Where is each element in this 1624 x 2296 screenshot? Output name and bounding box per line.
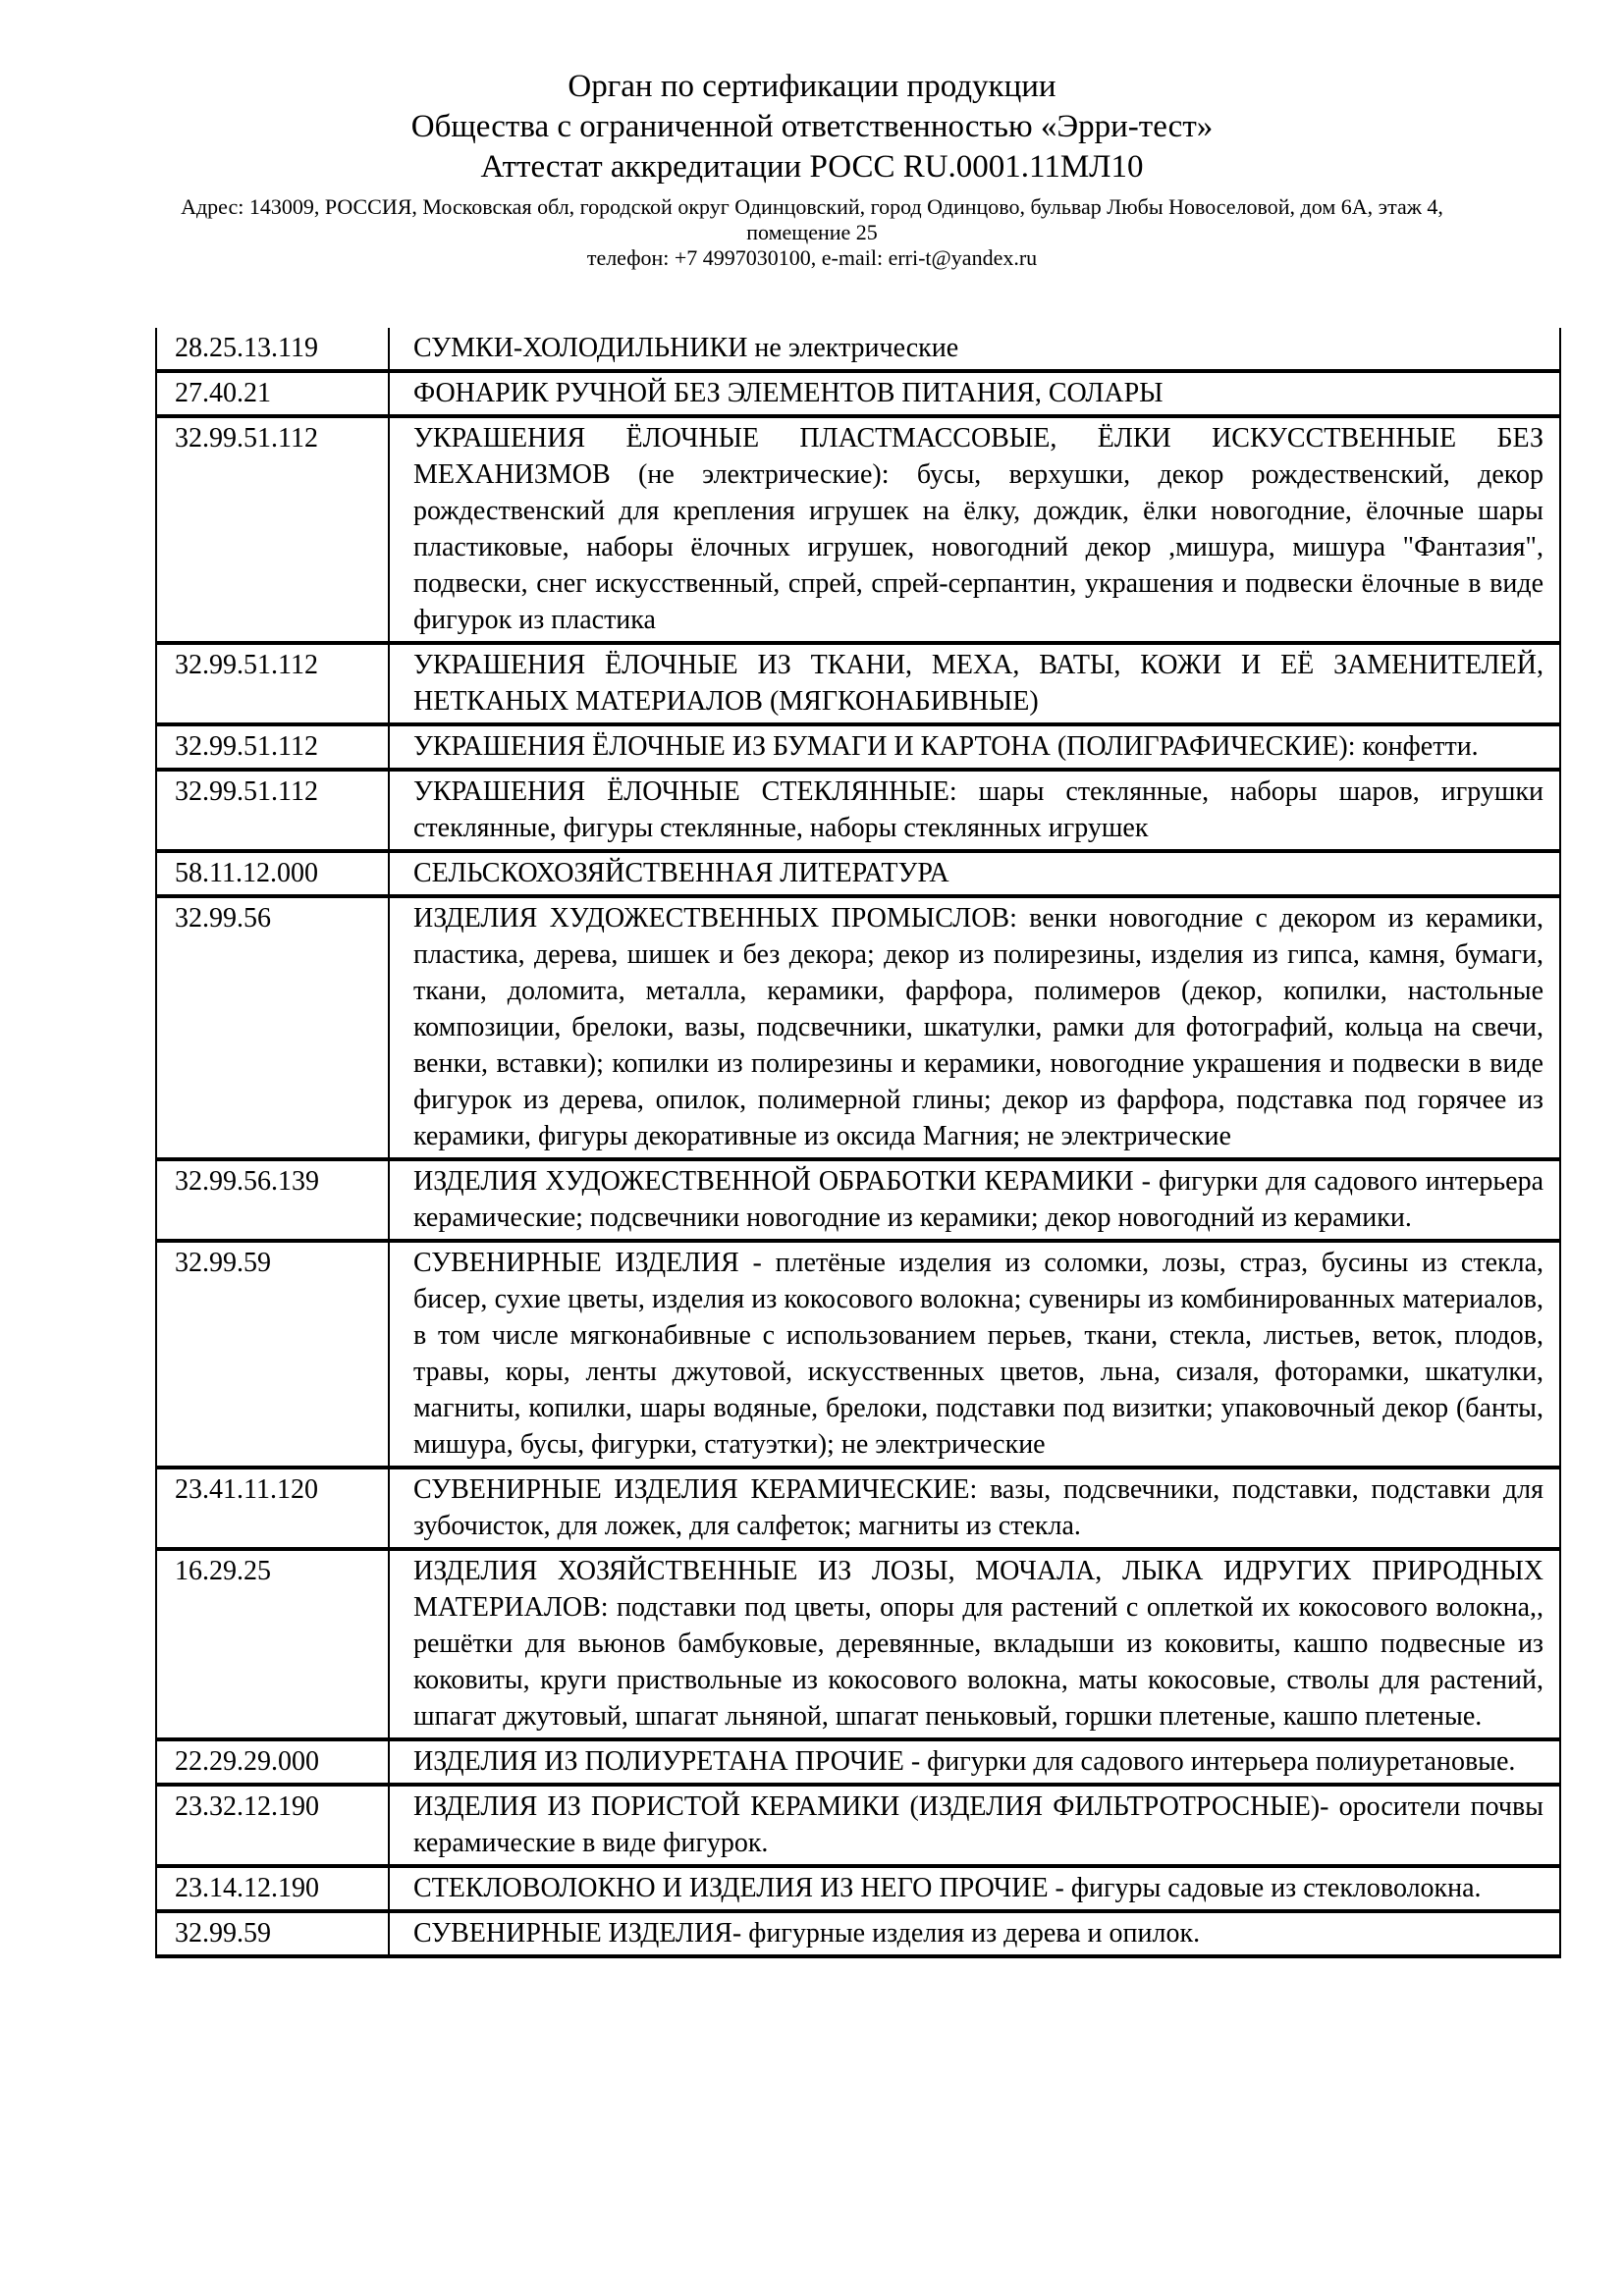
table-row	[156, 328, 1560, 371]
product-code-cell: 28.25.13.119	[156, 328, 389, 371]
product-description-cell: ФОНАРИК РУЧНОЙ БЕЗ ЭЛЕМЕНТОВ ПИТАНИЯ, СОЛАРЫ	[389, 371, 1560, 416]
address-line-2: помещение 25	[746, 220, 878, 244]
product-description-cell: СУМКИ-ХОЛОДИЛЬНИКИ не электрические	[413, 333, 959, 363]
product-description-cell: ИЗДЕЛИЯ ИЗ ПОРИСТОЙ КЕРАМИКИ (ИЗДЕЛИЯ ФИЛЬТРОТРОСНЫЕ)- оросители почвы керамические в виде фигурок.	[389, 1785, 1560, 1866]
product-description-cell: ИЗДЕЛИЯ ХУДОЖЕСТВЕННОЙ ОБРАБОТКИ КЕРАМИКИ - фигурки для садового интерьера керамические; подсвечники новогодние из керамики; декор новогодний из керамики.	[389, 1159, 1560, 1241]
product-description-cell: СТЕКЛОВОЛОКНО И ИЗДЕЛИЯ ИЗ НЕГО ПРОЧИЕ - фигуры садовые из стекловолокна.	[389, 1866, 1560, 1911]
product-code-cell: 22.29.29.000	[156, 1739, 389, 1785]
product-code-cell: 23.32.12.190	[156, 1785, 389, 1866]
product-code-cell: 32.99.56.139	[156, 1159, 389, 1241]
address-block	[0, 194, 1624, 271]
table-row	[156, 1468, 1560, 1549]
table-row	[156, 416, 1560, 643]
product-code-cell: 32.99.59	[156, 1911, 389, 1956]
product-description-cell: УКРАШЕНИЯ ЁЛОЧНЫЕ ИЗ БУМАГИ И КАРТОНА (ПОЛИГРАФИЧЕСКИЕ): конфетти.	[389, 724, 1560, 770]
contact-line: телефон: +7 4997030100, e-mail: erri-t@yandex.ru	[586, 245, 1038, 270]
product-description-cell: УКРАШЕНИЯ ЁЛОЧНЫЕ ИЗ ТКАНИ, МЕХА, ВАТЫ, КОЖИ И ЕЁ ЗАМЕНИТЕЛЕЙ, НЕТКАНЫХ МАТЕРИАЛОВ (МЯГКОНАБИВНЫЕ)	[389, 643, 1560, 724]
table-row	[156, 770, 1560, 851]
product-code-cell: 23.14.12.190	[156, 1866, 389, 1911]
table-row	[156, 1241, 1560, 1468]
products-table	[155, 328, 1561, 1958]
product-code-cell: 23.41.11.120	[156, 1468, 389, 1549]
product-description-cell: СЕЛЬСКОХОЗЯЙСТВЕННАЯ ЛИТЕРАТУРА	[389, 851, 1560, 896]
product-description-cell: СУВЕНИРНЫЕ ИЗДЕЛИЯ КЕРАМИЧЕСКИЕ: вазы, подсвечники, подставки, подставки для зубочисток, для ложек, для салфеток; магниты из стекла.	[389, 1468, 1560, 1549]
product-code-cell: 16.29.25	[156, 1549, 389, 1739]
product-description-cell: УКРАШЕНИЯ ЁЛОЧНЫЕ СТЕКЛЯННЫЕ: шары стеклянные, наборы шаров, игрушки стеклянные, фигуры стеклянные, наборы стеклянных игрушек	[389, 770, 1560, 851]
org-title-line-2: Общества с ограниченной ответственностью «Эрри-тест»	[410, 109, 1214, 144]
products-table-body	[156, 328, 1560, 1956]
product-description-cell: УКРАШЕНИЯ ЁЛОЧНЫЕ ПЛАСТМАССОВЫЕ, ЁЛКИ ИСКУССТВЕННЫЕ БЕЗ МЕХАНИЗМОВ (не электрические): бусы, верхушки, декор рождественский, декор рождественский для крепления игрушек на ёлку, дождик, ёлки новогодние, ёлочные шары пластиковые, наборы ёлочных игрушек, новогодний декор ,мишура, мишура "Фантазия", подвески, снег искусственный, спрей, спрей-серпантин, украшения и подвески ёлочные в виде фигурок из пластика	[389, 416, 1560, 643]
accreditation-line: Аттестат аккредитации РОСС RU.0001.11МЛ10	[480, 149, 1144, 185]
product-description-cell: ИЗДЕЛИЯ ИЗ ПОЛИУРЕТАНА ПРОЧИЕ - фигурки для садового интерьера полиуретановые.	[389, 1739, 1560, 1785]
table-row	[156, 1911, 1560, 1956]
table-row	[156, 724, 1560, 770]
table-row	[156, 1159, 1560, 1241]
table-row	[156, 896, 1560, 1159]
product-description-cell: СУВЕНИРНЫЕ ИЗДЕЛИЯ - плетёные изделия из соломки, лозы, страз, бусины из стекла, бисер, сухие цветы, изделия из кокосового волокна; сувениры из комбинированных материалов, в том числе мягконабивные с использованием перьев, ткани, стекла, листьев, веток, плодов, травы, коры, ленты джутовой, искусственных цветов, льна, сизаля, фоторамки, шкатулки, магниты, копилки, шары водяные, брелоки, подставки под визитки; упаковочный декор (банты, мишура, бусы, фигурки, статуэтки); не электрические	[389, 1241, 1560, 1468]
table-row	[156, 643, 1560, 724]
product-code-cell: 32.99.59	[156, 1241, 389, 1468]
document-header	[0, 0, 1624, 271]
product-code-cell: 58.11.12.000	[156, 851, 389, 896]
product-code-cell: 32.99.51.112	[156, 770, 389, 851]
product-code-cell: 32.99.56	[156, 896, 389, 1159]
product-description-cell: ИЗДЕЛИЯ ХУДОЖЕСТВЕННЫХ ПРОМЫСЛОВ: венки новогодние с декором из керамики, пластика, дерева, шишек и без декора; декор из полирезины, изделия из гипса, камня, бумаги, ткани, доломита, металла, керамики, фарфора, полимеров (декор, копилки, настольные композиции, брелоки, вазы, подсвечники, шкатулки, рамки для фотографий, кольца на свечи, венки, вставки); копилки из полирезины и керамики, новогодние украшения и подвески в виде фигурок из дерева, опилок, полимерной глины; декор из фарфора, подставка под горячее из керамики, фигуры декоративные из оксида Магния; не электрические	[389, 896, 1560, 1159]
table-row	[156, 1785, 1560, 1866]
address-line-1: Адрес: 143009, РОССИЯ, Московская обл, городской округ Одинцовский, город Одинцово, бульвар Любы Новоселовой, дом 6А, этаж 4,	[181, 194, 1443, 219]
table-row	[156, 371, 1560, 416]
product-description-cell: СУВЕНИРНЫЕ ИЗДЕЛИЯ- фигурные изделия из дерева и опилок.	[389, 1911, 1560, 1956]
table-row	[156, 1549, 1560, 1739]
product-code-cell: 32.99.51.112	[156, 724, 389, 770]
product-code-cell: 27.40.21	[156, 371, 389, 416]
table-row	[156, 1739, 1560, 1785]
product-code-cell: 32.99.51.112	[156, 643, 389, 724]
table-row	[156, 851, 1560, 896]
product-description-cell: ИЗДЕЛИЯ ХОЗЯЙСТВЕННЫЕ ИЗ ЛОЗЫ, МОЧАЛА, ЛЫКА ИДРУГИХ ПРИРОДНЫХ МАТЕРИАЛОВ: подставки под цветы, опоры для растений с оплеткой их кокосового волокна,, решётки для вьюнов бамбуковые, деревянные, вкладыши из коковиты, кашпо подвесные из коковиты, круги приствольные из кокосового волокна, маты кокосовые, стволы для растений, шпагат джутовый, шпагат льняной, шпагат пеньковый, горшки плетеные, кашпо плетеные.	[389, 1549, 1560, 1739]
table-row	[156, 1866, 1560, 1911]
org-title-line-1: Орган по сертификации продукции	[568, 69, 1056, 104]
product-code-cell: 32.99.51.112	[156, 416, 389, 643]
